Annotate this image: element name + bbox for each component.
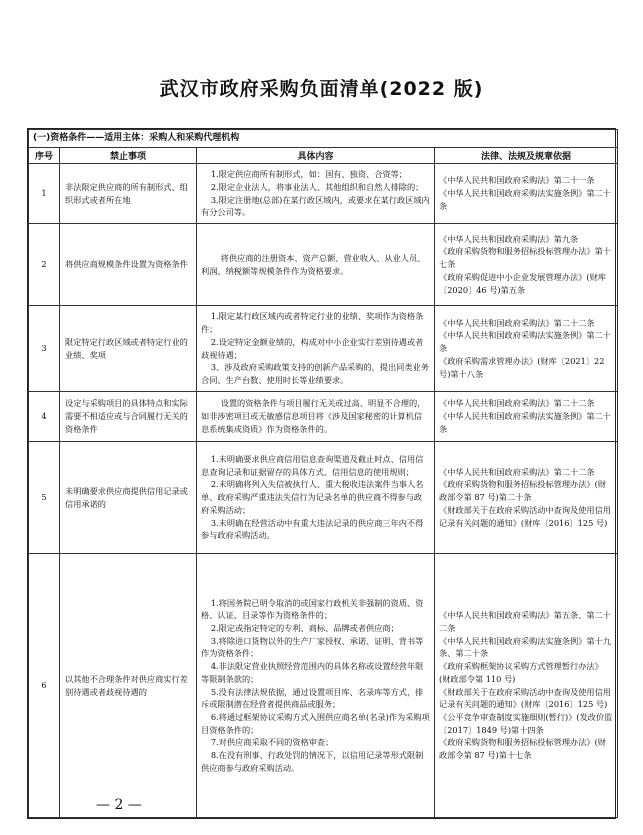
negative-list-table: [27, 128, 616, 819]
prohibited-item: 以其他不合理条件对供应商实行差别待遇或者歧视待遇的: [60, 554, 197, 818]
basis-line: 《政府采购框架协议采购方式管理暂行办法》(财政部令第 110 号): [439, 661, 603, 684]
basis-line: 《中华人民共和国政府采购法实施条例》第二十条: [439, 188, 611, 211]
specific-content: [197, 554, 435, 818]
legal-basis: [435, 392, 618, 442]
basis-line: 《财政部关于在政府采购活动中查询及使用信用记录有关问题的通知》(财库〔2016〕125 号): [439, 504, 611, 528]
content-line: 5.没有法律法规依据，通过设置项目库、名录库等方式，排斥或限制潜在经营者提供商品或服务；: [201, 686, 424, 710]
table-row: [29, 164, 618, 224]
basis-line: 《政府采购货物和服务招标投标管理办法》第十七条: [439, 246, 611, 270]
document-title: 武汉市政府采购负面清单(2022 版): [159, 78, 484, 100]
legal-basis: [435, 306, 618, 392]
content-line: 2.限定或指定特定的专利、商标、品牌或者供应商；: [210, 622, 399, 633]
row-number: 4: [29, 392, 60, 442]
content-line: 3.未明确在经营活动中有重大违法记录的供应商三年内不得参与政府采购活动。: [201, 517, 424, 541]
legal-basis: [435, 224, 618, 306]
table-row: [29, 224, 618, 306]
basis-line: 《财政部关于在政府采购活动中查询及使用信用记录有关问题的通知》(财库〔2016〕125 号): [439, 686, 611, 710]
row-number: 5: [29, 442, 60, 554]
basis-line: 《政府采购促进中小企业发展管理办法》(财库〔2020〕46 号)第五条: [439, 271, 606, 295]
row-number: 6: [29, 554, 60, 818]
basis-line: 《中华人民共和国政府采购法实施条例》第二十条: [439, 330, 611, 354]
header-basis: 法律、法规及规章依据: [435, 148, 618, 164]
content-line: 1.限定供应商所有制形式，如：国有、独资、合资等；: [210, 169, 407, 180]
header-item: 禁止事项: [60, 148, 197, 164]
table-row: [29, 442, 618, 554]
specific-content: [197, 392, 435, 442]
content-line: 7.对供应商采取不同的资格审查；: [210, 737, 334, 748]
page-number: — 2 —: [96, 797, 142, 813]
basis-line: 《中华人民共和国政府采购法》第二十二条: [439, 398, 595, 409]
specific-content: [197, 306, 435, 392]
header-seq: 序号: [29, 148, 60, 164]
content-line: 3、涉及政府采购政策支持的创新产品采购的，提出同类业务合同、生产台数、使用时长等业绩要求。: [201, 362, 429, 385]
prohibited-item: 将供应商规模条件设置为资格条件: [60, 224, 197, 306]
content-line: 6.将通过框架协议采购方式入围供应商名单(名录)作为采购项目资格条件的；: [201, 711, 430, 735]
table-row: [29, 392, 618, 442]
content-line: 1.将国务院已明令取消的或国家行政机关非强制的资质、资格、认证、目录等作为资格条件的；: [201, 597, 424, 621]
section-heading: (一)资格条件——适用主体：采购人和采购代理机构: [29, 130, 618, 148]
basis-line: 《中华人民共和国政府采购法》第五条、第二十二条: [439, 610, 611, 633]
basis-line: 《公平竞争审查制度实施细则(暂行)》(发改价监〔2017〕1849 号)第十四条: [439, 711, 613, 735]
content-line: 2.限定企业法人，将事业法人、其他组织和自然人排除的；: [210, 181, 424, 192]
table-row: [29, 554, 618, 818]
content-line: 3.限定注册地(总部)在某行政区域内，或要求在某行政区域内有分公司等。: [201, 194, 430, 218]
basis-line: 《中华人民共和国政府采购法》第二十二条: [439, 466, 595, 477]
basis-line: 《中华人民共和国政府采购法》第九条: [439, 233, 579, 244]
content-line: 1.限定某行政区域内或者特定行业的业绩、奖项作为资格条件；: [201, 311, 424, 335]
table-header-row: [29, 148, 618, 164]
basis-line: 《中华人民共和国政府采购法》第二十二条: [439, 317, 595, 328]
basis-line: 《政府采购货物和服务招标投标管理办法》(财政部令第 87 号)第十七条: [439, 737, 606, 761]
basis-line: 《中华人民共和国政府采购法实施条例》第十九条、第二十条: [439, 635, 611, 659]
content-line: 1.未明确要求供应商信用信息查询渠道及截止时点、信用信息查询记录和证据留存的具体方式、信用信息的使用规则；: [201, 454, 424, 477]
content-line: 3.将除进口货物以外的生产厂家授权、承诺、证明、背书等作为资格条件；: [201, 635, 424, 659]
legal-basis: [435, 164, 618, 224]
row-number: 1: [29, 164, 60, 224]
basis-line: 《政府采购需求管理办法》(财库〔2021〕22 号)第十八条: [439, 355, 605, 379]
content-line: 设置的资格条件与项目履行无关或过高、明显不合理的，如非涉密项目或无敏感信息项目将《涉及国家秘密的计算机信息系统集成资质》作为资格条件的。: [201, 398, 426, 434]
content-line: 2.未明确将列入失信被执行人、重大税收违法案件当事人名单、政府采购严重违法失信行为记录名单的供应商不得参与政府采购活动；: [201, 479, 424, 515]
prohibited-item: 限定特定行政区域或者特定行业的业绩、奖项: [60, 306, 197, 392]
basis-line: 《中华人民共和国政府采购法实施条例》第二十条: [439, 411, 611, 434]
legal-basis: [435, 442, 618, 554]
specific-content: [197, 224, 435, 306]
content-line: 4.非法限定营业执照经营范围内的具体名称或设置经营年限等限制条款的；: [201, 661, 424, 684]
content-line: 2.设定特定金额业绩的，构成对中小企业实行差别待遇或者歧视待遇；: [201, 336, 424, 360]
legal-basis: [435, 554, 618, 818]
prohibited-item: 非法限定供应商的所有制形式、组织形式或者所在地: [60, 164, 197, 224]
content-line: 8.在没有刑事、行政处罚的情况下，以信用记录等形式限制供应商参与政府采购活动。: [201, 750, 424, 773]
row-number: 3: [29, 306, 60, 392]
prohibited-item: 未明确要求供应商提供信用记录或信用承诺的: [60, 442, 197, 554]
basis-line: 《中华人民共和国政府采购法》第二十一条: [439, 175, 595, 186]
row-number: 2: [29, 224, 60, 306]
content-line: 将供应商的注册资本、资产总额、营业收入、从业人员、利润、纳税额等规模条件作为资格要求。: [201, 252, 426, 276]
header-content: 具体内容: [197, 148, 435, 164]
prohibited-item: 设定与采购项目的具体特点和实际需要不相适应或与合同履行无关的资格条件: [60, 392, 197, 442]
basis-line: 《政府采购货物和服务招标投标管理办法》(财政部令第 87 号)第二十条: [439, 479, 606, 503]
table-row: [29, 306, 618, 392]
specific-content: [197, 442, 435, 554]
specific-content: [197, 164, 435, 224]
